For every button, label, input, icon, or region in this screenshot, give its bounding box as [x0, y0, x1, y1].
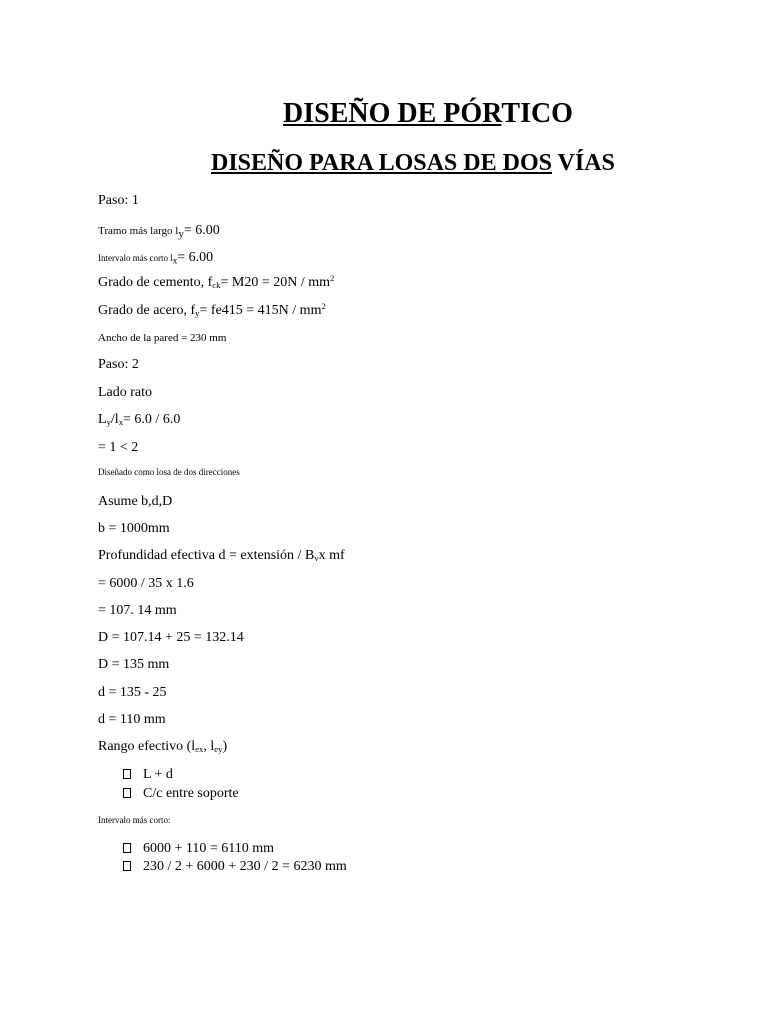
steel-grade-line: Grado de acero, $f_y= fe415 = 415N / mm^2$ — [98, 301, 326, 319]
bullet-box-icon — [123, 843, 131, 853]
bullet-box-icon — [123, 861, 131, 871]
b-value-line: b = 1000mm — [98, 521, 170, 536]
ratio-result: = 1 < 2 — [98, 440, 139, 455]
shorter-interval-label: Intervalo más corto: — [98, 815, 171, 825]
calc-line-2: = 107. 14 mm — [98, 603, 177, 618]
effective-range-line: Rango efectivo ($l_{ex}$, $l_{ey}$) — [98, 739, 228, 755]
calc-line-5: d = 135 - 25 — [98, 685, 167, 700]
calc-line-1: = 6000 / 35 x 1.6 — [98, 576, 194, 591]
ratio-line: $L_y/l_x= 6.0 / 6.0$ — [98, 412, 181, 428]
calc-line-6: d = 110 mm — [98, 712, 166, 727]
cement-grade-line: Grado de cemento, $f_{ck}= M20 = 20N / mm^2$ — [98, 273, 335, 291]
two-way-slab-note: Diseñado como losa de dos direcciones — [98, 467, 240, 477]
calc-line-3: D = 107.14 + 25 = 132.14 — [98, 630, 244, 645]
bullet-box-icon — [123, 769, 131, 779]
effective-depth-line: Profundidad efectiva d = extensión / $B_vx$ mf — [98, 548, 345, 564]
calc-line-4: D = 135 mm — [98, 657, 170, 672]
page-subtitle — [211, 151, 615, 175]
page-subtitle-rest: VÍAS — [551, 150, 615, 176]
side-ratio-heading: Lado rato — [98, 385, 153, 400]
bullet-item-2: C/c entre soporte — [143, 786, 239, 801]
bullet-item-3: 6000 + 110 = 6110 mm — [143, 841, 275, 856]
bullet-item-1: L + d — [143, 767, 173, 782]
page-title — [283, 100, 573, 128]
assume-line: Asume b,d,D — [98, 494, 173, 509]
bullet-item-4: 230 / 2 + 6000 + 230 / 2 = 6230 mm — [143, 859, 347, 874]
bullet-box-icon — [123, 788, 131, 798]
page-subtitle-underlined: DISEÑO PARA LOSAS DE DOS — [211, 150, 552, 176]
shortest-span-line: Intervalo más corto $l_x= 6.00$ — [98, 250, 214, 266]
page-title-underlined: DISEÑO DE PÓR — [283, 98, 502, 129]
wall-width-line: Ancho de la pared = 230 mm — [98, 332, 227, 344]
page-title-rest: TICO — [501, 98, 573, 129]
longest-span-line: Tramo más largo $l_y= 6.00$ — [98, 223, 220, 240]
step-2-heading: Paso: 2 — [98, 357, 139, 372]
step-1-heading: Paso: 1 — [98, 193, 139, 208]
